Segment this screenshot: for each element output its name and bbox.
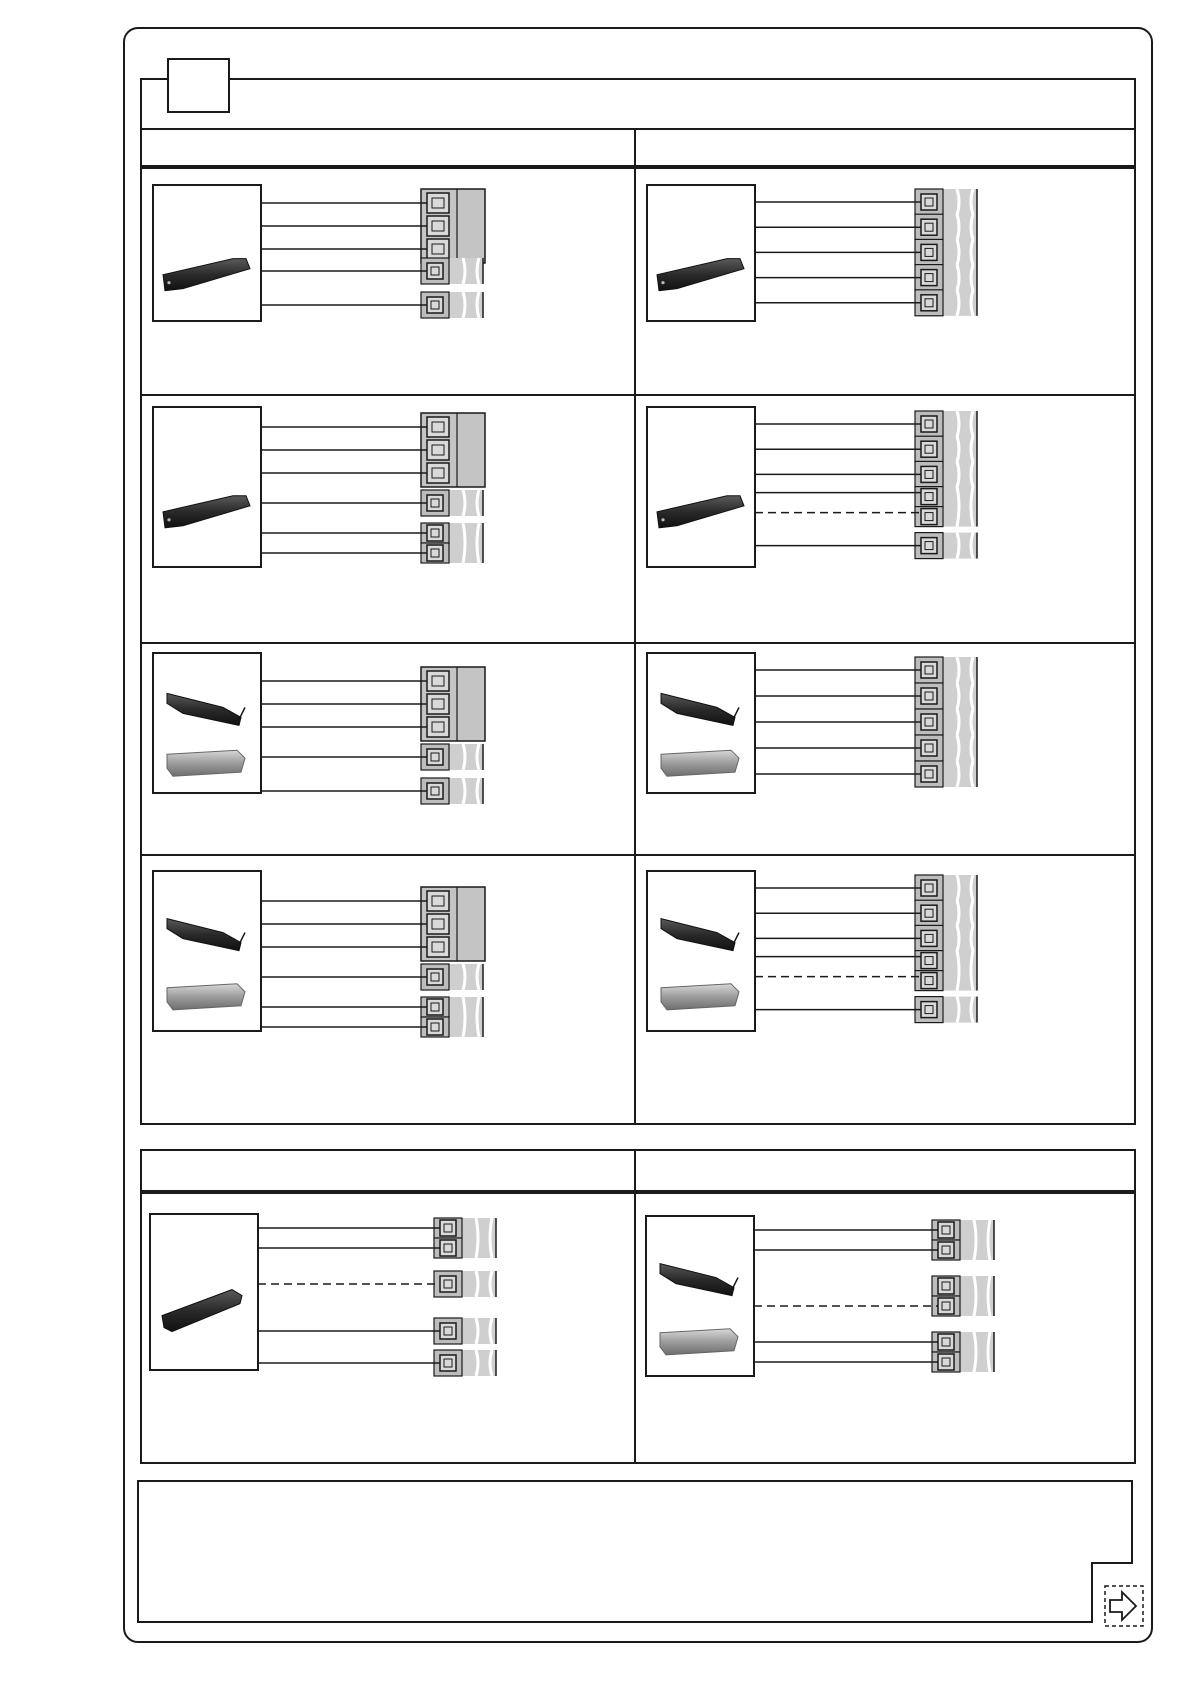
panels-layer bbox=[150, 185, 994, 1376]
terminal-screw-icon bbox=[427, 495, 443, 511]
terminal-screw-icon bbox=[938, 1242, 954, 1258]
terminal-screw-icon bbox=[921, 270, 937, 286]
terminal-screw-icon bbox=[921, 973, 937, 989]
terminal-screw-icon bbox=[427, 783, 443, 799]
photocell-receiver-icon bbox=[660, 1329, 738, 1355]
receiver-led-icon bbox=[167, 518, 170, 521]
terminal-screw-icon bbox=[440, 1276, 456, 1292]
receiver-led-icon bbox=[661, 518, 664, 521]
terminal-screw-icon bbox=[921, 1002, 937, 1018]
panel-p7 bbox=[153, 871, 485, 1037]
panel-p10 bbox=[646, 1216, 994, 1376]
top-section-frame bbox=[141, 79, 1135, 1124]
terminal-screw-icon bbox=[921, 930, 937, 946]
terminal-screw-icon bbox=[921, 740, 937, 756]
terminal-screw-icon bbox=[427, 914, 449, 934]
terminal-screw-icon bbox=[921, 219, 937, 235]
device-frame bbox=[153, 407, 261, 567]
terminal-screw-icon bbox=[427, 297, 443, 313]
terminal-screw-icon bbox=[921, 416, 937, 432]
terminal-screw-icon bbox=[427, 239, 449, 259]
receiver-led-icon bbox=[661, 281, 664, 284]
panel-p8 bbox=[647, 871, 977, 1031]
panel-p9 bbox=[150, 1214, 496, 1376]
terminal-screw-icon bbox=[427, 749, 443, 765]
terminal-screw-icon bbox=[938, 1298, 954, 1314]
terminal-screw-icon bbox=[427, 694, 449, 714]
terminal-screw-icon bbox=[427, 263, 443, 279]
terminal-screw-icon bbox=[427, 937, 449, 957]
terminal-screw-icon bbox=[440, 1355, 456, 1371]
terminal-screw-icon bbox=[921, 905, 937, 921]
terminal-screw-icon bbox=[921, 880, 937, 896]
device-frame bbox=[647, 407, 755, 567]
terminal-screw-icon bbox=[921, 688, 937, 704]
terminal-screw-icon bbox=[427, 969, 443, 985]
terminal-screw-icon bbox=[921, 441, 937, 457]
receiver-led-icon bbox=[167, 281, 170, 284]
terminal-screw-icon bbox=[938, 1354, 954, 1370]
terminal-screw-icon bbox=[427, 1019, 443, 1035]
terminal-screw-icon bbox=[921, 662, 937, 678]
device-frame bbox=[153, 185, 261, 321]
terminal-screw-icon bbox=[921, 295, 937, 311]
terminal-screw-icon bbox=[427, 717, 449, 737]
terminal-screw-icon bbox=[427, 193, 449, 213]
terminal-screw-icon bbox=[427, 891, 449, 911]
terminal-screw-icon bbox=[938, 1334, 954, 1350]
terminal-screw-icon bbox=[427, 440, 449, 460]
device-frame bbox=[150, 1214, 258, 1370]
terminal-screw-icon bbox=[921, 509, 937, 525]
terminal-screw-icon bbox=[921, 538, 937, 554]
page-frame bbox=[124, 28, 1152, 1642]
section-number-box bbox=[168, 59, 229, 112]
terminal-screw-icon bbox=[921, 714, 937, 730]
photocell-receiver-icon bbox=[167, 984, 245, 1010]
terminal-screw-icon bbox=[427, 463, 449, 483]
photocell-receiver-icon bbox=[661, 984, 739, 1010]
terminal-screw-icon bbox=[427, 525, 443, 541]
terminal-screw-icon bbox=[440, 1323, 456, 1339]
terminal-screw-icon bbox=[427, 999, 443, 1015]
terminal-screw-icon bbox=[921, 244, 937, 260]
device-frame bbox=[647, 185, 755, 321]
next-page-arrow-icon[interactable] bbox=[1105, 1586, 1143, 1626]
terminal-screw-icon bbox=[921, 466, 937, 482]
terminal-screw-icon bbox=[440, 1220, 456, 1236]
note-box bbox=[138, 1481, 1132, 1622]
panel-p5 bbox=[153, 653, 485, 804]
terminal-screw-icon bbox=[427, 216, 449, 236]
photocell-receiver-icon bbox=[661, 750, 739, 776]
panel-p2 bbox=[647, 185, 977, 321]
terminal-screw-icon bbox=[921, 953, 937, 969]
terminal-screw-icon bbox=[440, 1240, 456, 1256]
photocell-receiver-icon bbox=[167, 750, 245, 776]
panel-p4 bbox=[647, 407, 977, 567]
terminal-screw-icon bbox=[921, 489, 937, 505]
terminal-screw-icon bbox=[921, 194, 937, 210]
panel-p3 bbox=[153, 407, 485, 567]
terminal-screw-icon bbox=[921, 766, 937, 782]
panel-p1 bbox=[153, 185, 485, 321]
panel-p6 bbox=[647, 653, 977, 793]
terminal-screw-icon bbox=[427, 545, 443, 561]
terminal-screw-icon bbox=[427, 671, 449, 691]
terminal-screw-icon bbox=[427, 417, 449, 437]
terminal-screw-icon bbox=[938, 1222, 954, 1238]
terminal-screw-icon bbox=[938, 1278, 954, 1294]
